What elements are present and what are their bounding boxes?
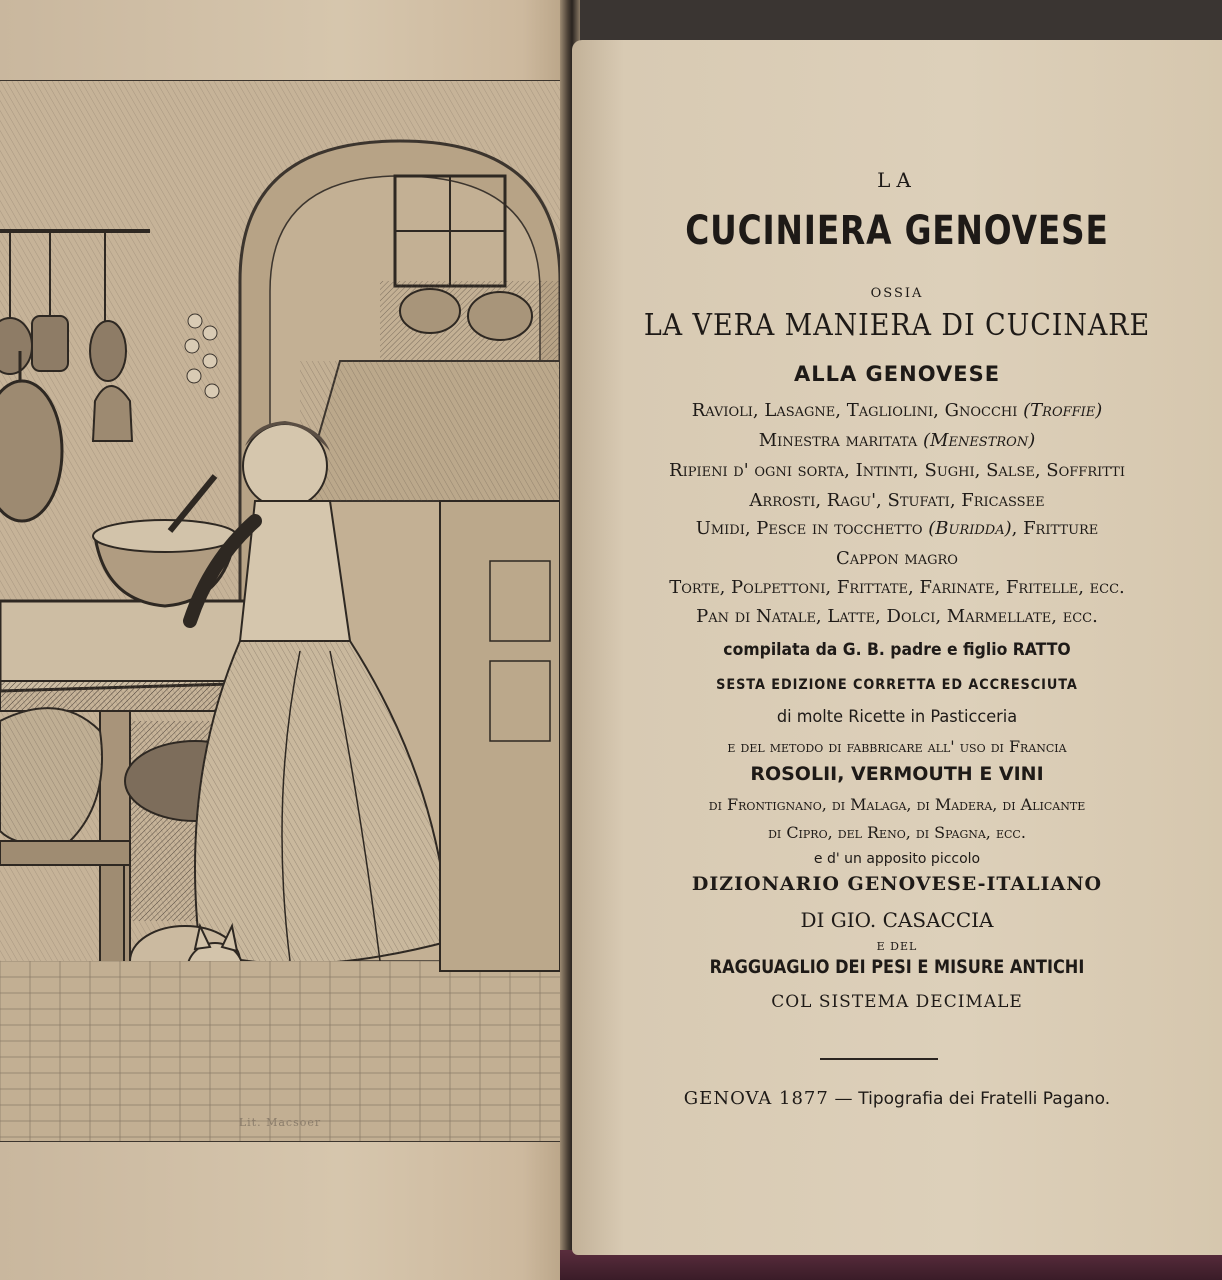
pastry-line: di molte Ricette in Pasticceria [776,707,1018,727]
decimal-system-line: COL SISTEMA DECIMALE [771,992,1023,1012]
recipe-line-8: Pan di Natale, Latte, Dolci, Marmellate, ecc. [696,606,1098,627]
title-page [572,40,1222,1255]
casaccia-line: DI GIO. CASACCIA [800,908,994,932]
kitchen-engraving [0,80,561,1142]
title-page-rule [820,1058,938,1060]
dictionary-line: DIZIONARIO GENOVESE-ITALIANO [691,873,1103,895]
recipe-line-5-end: , Fritture [1011,518,1099,539]
imprint-place: GENOVA 1877 [683,1088,829,1109]
engraving-credit: Lit. Macsoer [238,1116,322,1129]
recipe-line-2-text: Minestra maritata [758,430,918,451]
imprint-dash: — [828,1088,859,1109]
wines-line-2: di Cipro, del Reno, di Spagna, ecc. [768,823,1026,842]
book-subtitle: LA VERA MANIERA DI CUCINARE [643,308,1151,343]
book-title: CUCINIERA GENOVESE [685,208,1109,254]
recipe-line-1-italic: (Troffie) [1023,400,1103,421]
wines-line-1: di Frontignano, di Malaga, di Madera, di Alicante [708,795,1086,814]
recipe-line-1-text: Ravioli, Lasagne, Tagliolini, Gnocchi [691,400,1018,421]
alla-genovese-line: ALLA GENOVESE [793,362,1001,386]
method-line: e del metodo di fabbricare all' uso di Francia [727,737,1067,756]
recipe-line-3: Ripieni d' ogni sorta, Intinti, Sughi, Salse, Soffritti [669,460,1125,481]
ossia-line: OSSIA [870,286,924,301]
ragguaglio-line: RAGGUAGLIO DEI PESI E MISURE ANTICHI [709,956,1085,978]
recipe-line-6: Cappon magro [836,548,958,569]
recipe-line-5-italic: (Buridda) [928,518,1012,539]
title-article: LA [877,168,917,192]
recipe-line-2 [572,430,1222,451]
apposito-line: e d' un apposito piccolo [813,851,981,867]
imprint-line [572,1088,1222,1109]
compiler-line: compilata da G. B. padre e figlio RATTO [723,640,1071,660]
recipe-line-7: Torte, Polpettoni, Frittate, Farinate, Fritelle, ecc. [669,577,1125,598]
recipe-line-5 [572,518,1222,539]
recipe-line-1 [572,400,1222,421]
kitchen-scene-illustration [0,81,560,1141]
e-del-line: E DEL [876,940,918,953]
recipe-line-5-text: Umidi, Pesce in tocchetto [695,518,923,539]
left-page [0,0,568,1280]
recipe-line-4: Arrosti, Ragu', Stufati, Fricassee [749,490,1045,511]
recipe-line-2-italic: (Menestron) [923,430,1036,451]
edition-line: SESTA EDIZIONE CORRETTA ED ACCRESCIUTA [716,677,1078,693]
imprint-printer: Tipografia dei Fratelli Pagano. [858,1089,1111,1109]
rosolii-line: ROSOLII, VERMOUTH E VINI [750,763,1044,785]
